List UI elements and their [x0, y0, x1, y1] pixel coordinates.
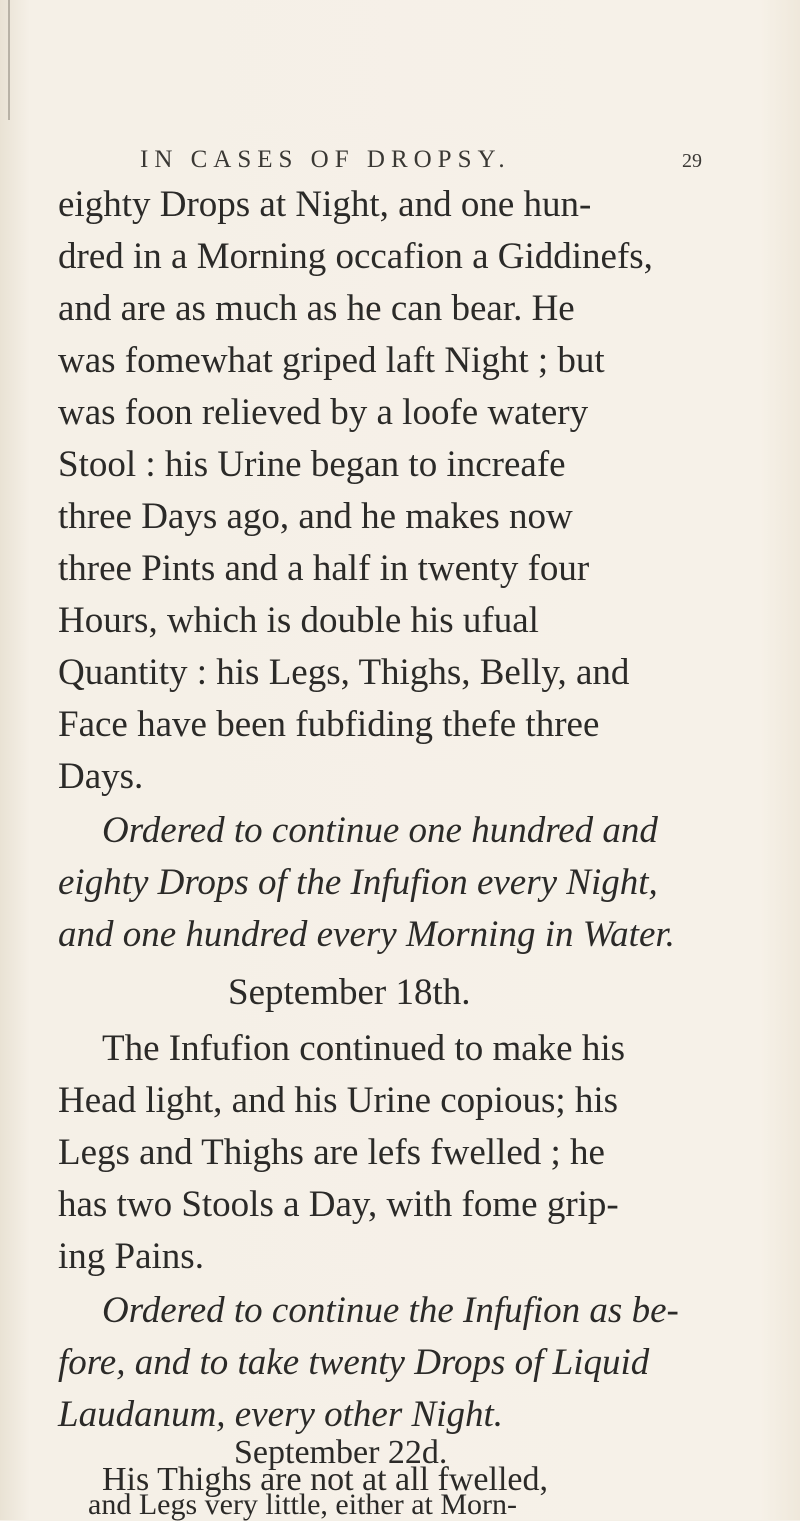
- text-line: Face have been fubfiding thefe three: [58, 704, 600, 745]
- text-line: Quantity : his Legs, Thighs, Belly, and: [58, 652, 630, 693]
- prescription-line: eighty Drops of the Infufion every Night,: [58, 862, 658, 903]
- text-line: three Days ago, and he makes now: [58, 496, 573, 537]
- prescription-line: Laudanum, every other Night.: [58, 1394, 503, 1435]
- text-line: three Pints and a half in twenty four: [58, 548, 590, 589]
- text-line: Days.: [58, 756, 144, 797]
- text-line: ing Pains.: [58, 1236, 204, 1277]
- text-line: His Thighs are not at all fwelled,: [102, 1461, 548, 1498]
- text-line: Head light, and his Urine copious; his: [58, 1080, 619, 1121]
- text-line: Stool : his Urine began to increafe: [58, 444, 566, 485]
- running-head-title: IN CASES OF DROPSY.: [140, 146, 511, 173]
- date-heading: September 22d.: [234, 1434, 448, 1471]
- text-line: Legs and Thighs are lefs fwelled ; he: [58, 1132, 605, 1173]
- text-line: Hours, which is double his ufual: [58, 600, 539, 641]
- prescription-line: Ordered to continue the Infufion as be-: [102, 1290, 679, 1331]
- prescription-line: Ordered to continue one hundred and: [102, 810, 658, 851]
- text-line: and are as much as he can bear. He: [58, 288, 575, 329]
- text-line: eighty Drops at Night, and one hun-: [58, 184, 592, 225]
- text-line: and Legs very little, either at Morn-: [88, 1488, 518, 1521]
- text-line: has two Stools a Day, with fome grip-: [58, 1184, 619, 1225]
- page-edge-shadow: [8, 0, 10, 120]
- prescription-line: fore, and to take twenty Drops of Liquid: [58, 1342, 650, 1383]
- text-line: was foon relieved by a loofe watery: [58, 392, 589, 433]
- text-line: was fomewhat griped laft Night ; but: [58, 340, 605, 381]
- text-line: The Infufion continued to make his: [102, 1028, 626, 1069]
- text-line: dred in a Morning occafion a Giddinefs,: [58, 236, 653, 277]
- page-number: 29: [682, 150, 702, 172]
- prescription-line: and one hundred every Morning in Water.: [58, 914, 675, 955]
- date-heading: September 18th.: [228, 972, 471, 1013]
